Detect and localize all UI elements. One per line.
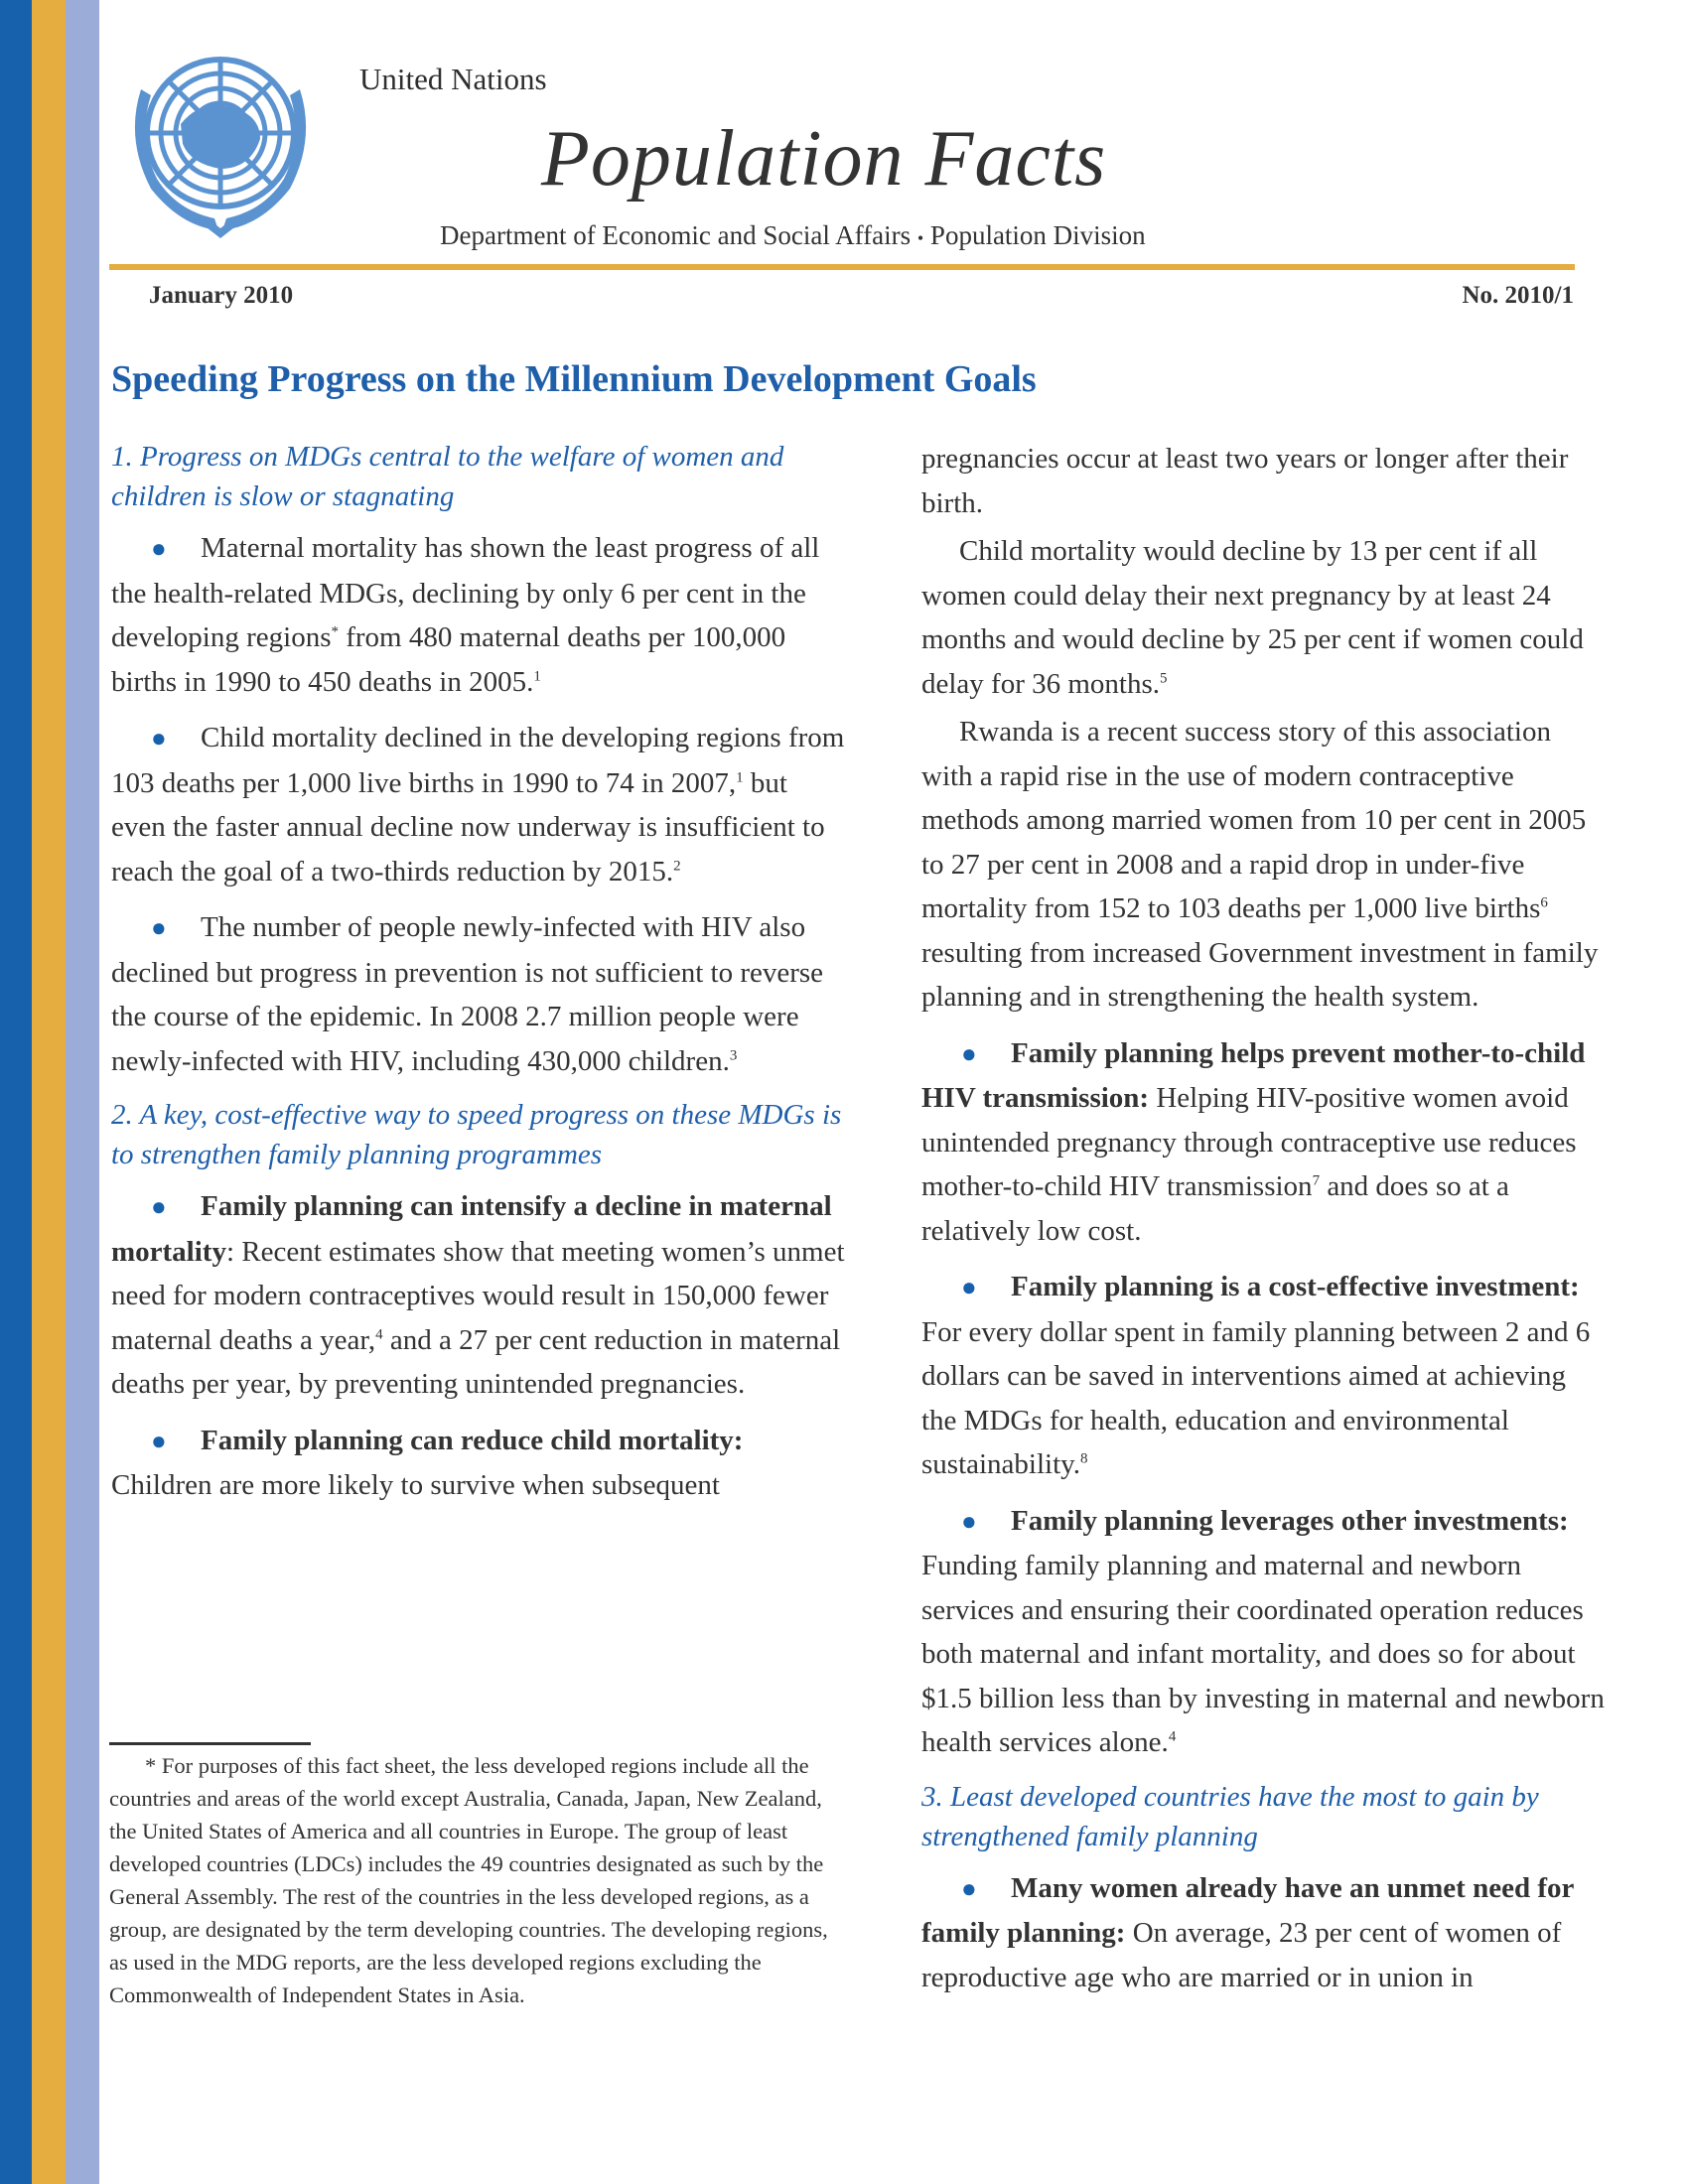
bullet-fp-hiv: ● Family planning helps prevent mother-to-child HIV transmission: Helping HIV-positive women avoid unintended pregnancy through contraceptive use reduces mother-to-child HIV transmission$^7$ and does so at a relatively low cost.: [921, 1031, 1607, 1254]
header-rule: [109, 264, 1575, 270]
section-2-heading: 2. A key, cost-effective way to speed progress on these MDGs is to strengthen family planning programmes: [111, 1099, 842, 1170]
right-column: [921, 437, 1607, 2011]
bullet-fp-leverages: ● Family planning leverages other investments: Funding family planning and maternal and newborn services and ensuring their coordinated operation reduces both maternal and infant mortality, and does so for about $1.5 billion less than by investing in maternal and newborn health services alone.$^4$: [921, 1499, 1607, 1765]
left-column: [111, 437, 846, 1520]
department-name: Department of Economic and Social Affairs: [440, 220, 912, 250]
continued-paragraph: pregnancies occur at least two years or longer after their birth.: [921, 443, 1569, 519]
bullet-fp-maternal: ● Family planning can intensify a decline in maternal mortality: Recent estimates show that meeting women’s unmet need for modern contraceptives would result in 150,000 fewer maternal deaths a year,$^4$ and a 27 per cent reduction in maternal deaths per year, by preventing unintended pregnancies.: [111, 1184, 846, 1407]
org-name: United Nations: [359, 62, 547, 96]
bullet-icon: ●: [151, 724, 167, 752]
section-3-heading: 3. Least developed countries have the most to gain by strengthened family planning: [921, 1780, 1539, 1852]
bullet-icon: ●: [961, 1873, 977, 1903]
bullet-icon: ●: [961, 1273, 977, 1301]
left-stripe-gold: [32, 0, 66, 2184]
footnote: * For purposes of this fact sheet, the less developed regions include all the countries and areas of the world except Australia, Canada, Japan, New Zealand, the United States of America and all countries in Europe. The group of least developed countries (LDCs) includes the 49 countries designated as such by the General Assembly. The rest of the countries in the less developed regions, as a group, are designated by the term developing countries. The developing regions, as used in the MDG reports, are the less developed regions excluding the Commonwealth of Independent States in Asia.: [109, 1753, 828, 2007]
un-emblem-icon: [111, 30, 330, 248]
rwanda-paragraph: Rwanda is a recent success story of this association with a rapid rise in the use of modern contraceptive methods among married women from 10 per cent in 2005 to 27 per cent in 2008 and a rapid drop in under-five mortality from 152 to 103 deaths per 1,000 live births$^6$ resulting from increased Government investment in family planning and in strengthening the health system.: [921, 716, 1599, 1013]
bullet-icon: ●: [961, 1506, 977, 1536]
bullet-icon: ●: [151, 534, 167, 563]
bullet-icon: ●: [961, 1038, 977, 1068]
bullet-icon: ●: [151, 913, 167, 942]
left-stripe-blue: [0, 0, 32, 2184]
department-line: [440, 220, 1146, 251]
child-mortality-paragraph: Child mortality would decline by 13 per cent if all women could delay their next pregnancy by at least 24 months and would decline by 25 per cent if women could delay for 36 months.$^5$: [921, 535, 1584, 700]
issue-number: No. 2010/1: [1462, 282, 1574, 309]
bullet-fp-child: ● Family planning can reduce child mortality: Children are more likely to survive when subsequent: [111, 1419, 846, 1508]
separator-dot: •: [916, 228, 924, 248]
publication-title: Population Facts: [541, 115, 1107, 203]
issue-date: January 2010: [149, 282, 294, 309]
section-1-heading: 1. Progress on MDGs central to the welfare of women and children is slow or stagnating: [111, 441, 784, 512]
bullet-icon: ●: [151, 1192, 167, 1221]
bullet-child-mortality: ● Child mortality declined in the developing regions from 103 deaths per 1,000 live births in 1990 to 74 in 2007,$^1$ but even the faster annual decline now underway is insufficient to reach the goal of a two-thirds reduction by 2015.$^2$: [111, 716, 846, 893]
left-stripe-lavender: [66, 0, 99, 2184]
bullet-icon: ●: [151, 1426, 167, 1455]
bullet-fp-cost-effective: ● Family planning is a cost-effective investment: For every dollar spent in family planning between 2 and 6 dollars can be saved in interventions aimed at achieving the MDGs for health, education and environmental sustainability.$^8$: [921, 1265, 1607, 1487]
bullet-hiv: ● The number of people newly-infected with HIV also declined but progress in prevention is not sufficient to reverse the course of the epidemic. In 2008 2.7 million people were newly-infected with HIV, including 430,000 children.$^3$: [111, 905, 846, 1083]
page-title: Speeding Progress on the Millennium Development Goals: [111, 358, 1037, 400]
bullet-maternal-mortality: ● Maternal mortality has shown the least progress of all the health-related MDGs, declining by only 6 per cent in the developing regions* from 480 maternal deaths per 100,000 births in 1990 to 450 deaths in 2005.$^1$: [111, 526, 846, 704]
footnote-rule: [109, 1742, 311, 1745]
division-name: Population Division: [929, 220, 1146, 250]
bullet-unmet-need: ● Many women already have an unmet need for family planning: On average, 23 per cent of women of reproductive age who are married or in union in: [921, 1866, 1607, 2000]
